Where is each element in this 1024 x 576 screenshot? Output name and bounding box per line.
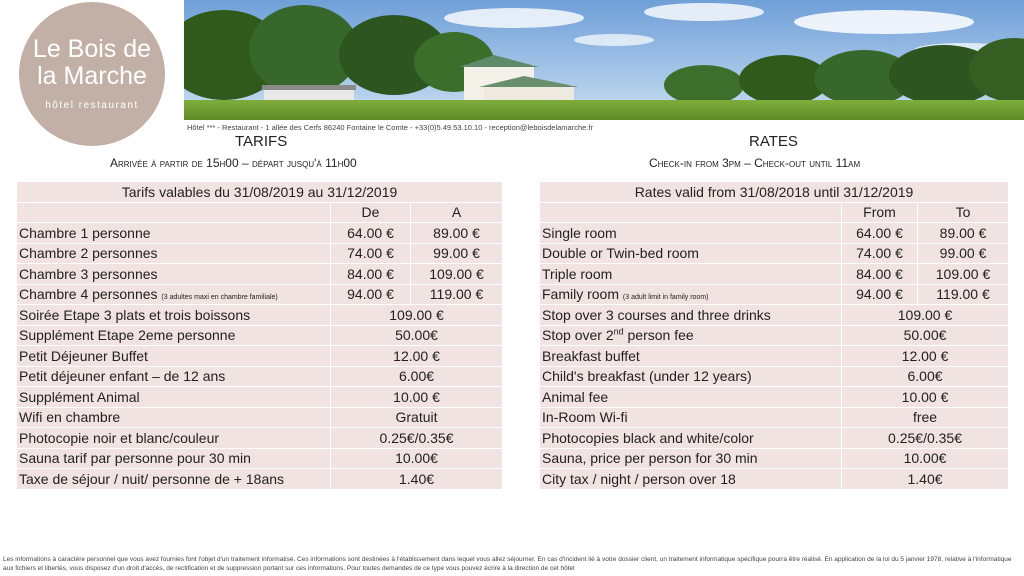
row-label: Wifi en chambre: [17, 407, 331, 428]
row-label-text: Family room: [542, 286, 620, 303]
price-to: 119.00 €: [411, 284, 503, 305]
price-value: 6.00€: [331, 366, 503, 387]
price-value: 6.00€: [842, 366, 1009, 387]
price-to: 99.00 €: [918, 243, 1009, 264]
table-row: [540, 223, 1009, 244]
table-row: [540, 264, 1009, 285]
rates-subtitle: Check-in from 3pm – Check-out until 11am: [649, 156, 861, 170]
ordinal-suffix: nd: [613, 326, 624, 337]
table-row: [17, 448, 503, 469]
rates-table: [539, 181, 1009, 490]
table-row: [540, 387, 1009, 408]
price-from: 74.00 €: [331, 243, 411, 264]
table-row: [17, 264, 503, 285]
price-value: 0.25€/0.35€: [331, 428, 503, 449]
table-row: [17, 223, 503, 244]
row-note: (3 adultes maxi en chambre familiale): [161, 294, 278, 302]
row-label: Petit Déjeuner Buffet: [17, 346, 331, 367]
row-label: Breakfast buffet: [540, 346, 842, 367]
table-row: [540, 284, 1009, 305]
logo-tagline: hôtel restaurant: [45, 100, 139, 111]
row-label: In-Room Wi-fi: [540, 407, 842, 428]
price-value: 10.00 €: [331, 387, 503, 408]
price-to: 89.00 €: [918, 223, 1009, 244]
row-label: Animal fee: [540, 387, 842, 408]
table-row: [540, 346, 1009, 367]
price-from: 74.00 €: [842, 243, 918, 264]
row-label: Sauna tarif par personne pour 30 min: [17, 448, 331, 469]
table-row: [17, 346, 503, 367]
table-row: [17, 366, 503, 387]
hotel-logo: [19, 2, 165, 146]
row-label: Soirée Etape 3 plats et trois boissons: [17, 305, 331, 326]
banner-illustration: [184, 0, 1024, 120]
row-label-pre: Stop over 2: [542, 327, 614, 344]
table-row: [17, 428, 503, 449]
price-to: 109.00 €: [411, 264, 503, 285]
row-label: Supplément Animal: [17, 387, 331, 408]
price-from: 94.00 €: [842, 284, 918, 305]
row-label: Supplément Etape 2eme personne: [17, 325, 331, 346]
table-row: [17, 243, 503, 264]
table-row: [17, 407, 503, 428]
table-row: [540, 428, 1009, 449]
row-label: [540, 325, 842, 346]
price-from: 84.00 €: [331, 264, 411, 285]
row-note: (3 adult limit in family room): [622, 294, 709, 302]
validity-header: Tarifs valables du 31/08/2019 au 31/12/2019: [17, 182, 503, 203]
price-value: 10.00€: [331, 448, 503, 469]
price-value: 50.00€: [842, 325, 1009, 346]
table-row: [17, 305, 503, 326]
column-header-to: A: [411, 202, 503, 223]
table-header-row: [17, 182, 503, 203]
row-label: Double or Twin-bed room: [540, 243, 842, 264]
table-row: [540, 407, 1009, 428]
table-row: [540, 243, 1009, 264]
row-label: Photocopie noir et blanc/couleur: [17, 428, 331, 449]
table-row: [540, 305, 1009, 326]
privacy-footer: Les informations à caractère personnel que vous avez fournies font l'objet d'un traitement informatisé. Ces informations sont destinées à l'établissement dans lequel vous allez séjourner. En cas d'incident lié à votre dossier client, un traitement informatique spécifique pourra être réalisé. En application de la loi du 5 janvier 1978, relative à l'informatique aux fichiers et libertés, vous disposez d'un droit d'accès, de rectification et de suppression portant sur ces informations. Pour toutes demandes de ce type vous pouvez écrire à la direction de cet hôtel: [3, 556, 1012, 572]
row-label: [17, 284, 331, 305]
row-label: Chambre 1 personne: [17, 223, 331, 244]
price-value: free: [842, 407, 1009, 428]
row-label: City tax / night / person over 18: [540, 469, 842, 490]
rates-title: RATES: [749, 133, 798, 150]
price-from: 64.00 €: [842, 223, 918, 244]
row-label: Chambre 3 personnes: [17, 264, 331, 285]
table-columns-row: [540, 202, 1009, 223]
table-row: [17, 284, 503, 305]
table-row: [540, 469, 1009, 490]
column-header-from: De: [331, 202, 411, 223]
logo-line-2: la Marche: [37, 62, 147, 90]
row-label: Photocopies black and white/color: [540, 428, 842, 449]
price-value: 12.00 €: [842, 346, 1009, 367]
row-label: Sauna, price per person for 30 min: [540, 448, 842, 469]
logo-line-1: Le Bois de: [32, 35, 152, 63]
row-label: Petit déjeuner enfant – de 12 ans: [17, 366, 331, 387]
price-to: 119.00 €: [918, 284, 1009, 305]
column-header-from: From: [842, 202, 918, 223]
price-value: 12.00 €: [331, 346, 503, 367]
price-value: 0.25€/0.35€: [842, 428, 1009, 449]
price-value: 109.00 €: [842, 305, 1009, 326]
price-from: 84.00 €: [842, 264, 918, 285]
price-from: 64.00 €: [331, 223, 411, 244]
contact-line: Hôtel *** - Restaurant - 1 allée des Cerfs 86240 Fontaine le Comte - +33(0)5.49.53.10.10 - reception@leboisdelamarche.fr: [187, 123, 593, 132]
row-label: [540, 284, 842, 305]
price-value: 109.00 €: [331, 305, 503, 326]
table-row: [540, 448, 1009, 469]
price-value: 1.40€: [842, 469, 1009, 490]
table-row: [540, 325, 1009, 346]
price-from: 94.00 €: [331, 284, 411, 305]
table-row: [17, 469, 503, 490]
row-label: Child's breakfast (under 12 years): [540, 366, 842, 387]
table-columns-row: [17, 202, 503, 223]
row-label: Single room: [540, 223, 842, 244]
price-to: 109.00 €: [918, 264, 1009, 285]
price-value: 50.00€: [331, 325, 503, 346]
table-header-row: [540, 182, 1009, 203]
tarifs-title: TARIFS: [235, 133, 288, 150]
table-row: [540, 366, 1009, 387]
row-label: Stop over 3 courses and three drinks: [540, 305, 842, 326]
price-to: 99.00 €: [411, 243, 503, 264]
hotel-banner-photo: [184, 0, 1024, 120]
price-value: 10.00€: [842, 448, 1009, 469]
price-value: 1.40€: [331, 469, 503, 490]
tarifs-table: [16, 181, 503, 490]
row-label-text: Chambre 4 personnes: [19, 286, 158, 303]
tarifs-subtitle: Arrivée à partir de 15h00 – départ jusqu'à 11h00: [110, 156, 357, 170]
price-to: 89.00 €: [411, 223, 503, 244]
validity-header: Rates valid from 31/08/2018 until 31/12/2019: [540, 182, 1009, 203]
table-row: [17, 387, 503, 408]
row-label: Triple room: [540, 264, 842, 285]
row-label: Chambre 2 personnes: [17, 243, 331, 264]
row-label: Taxe de séjour / nuit/ personne de + 18ans: [17, 469, 331, 490]
row-label-post: person fee: [623, 327, 694, 344]
price-value: 10.00 €: [842, 387, 1009, 408]
column-header-to: To: [918, 202, 1009, 223]
price-value: Gratuit: [331, 407, 503, 428]
table-row: [17, 325, 503, 346]
